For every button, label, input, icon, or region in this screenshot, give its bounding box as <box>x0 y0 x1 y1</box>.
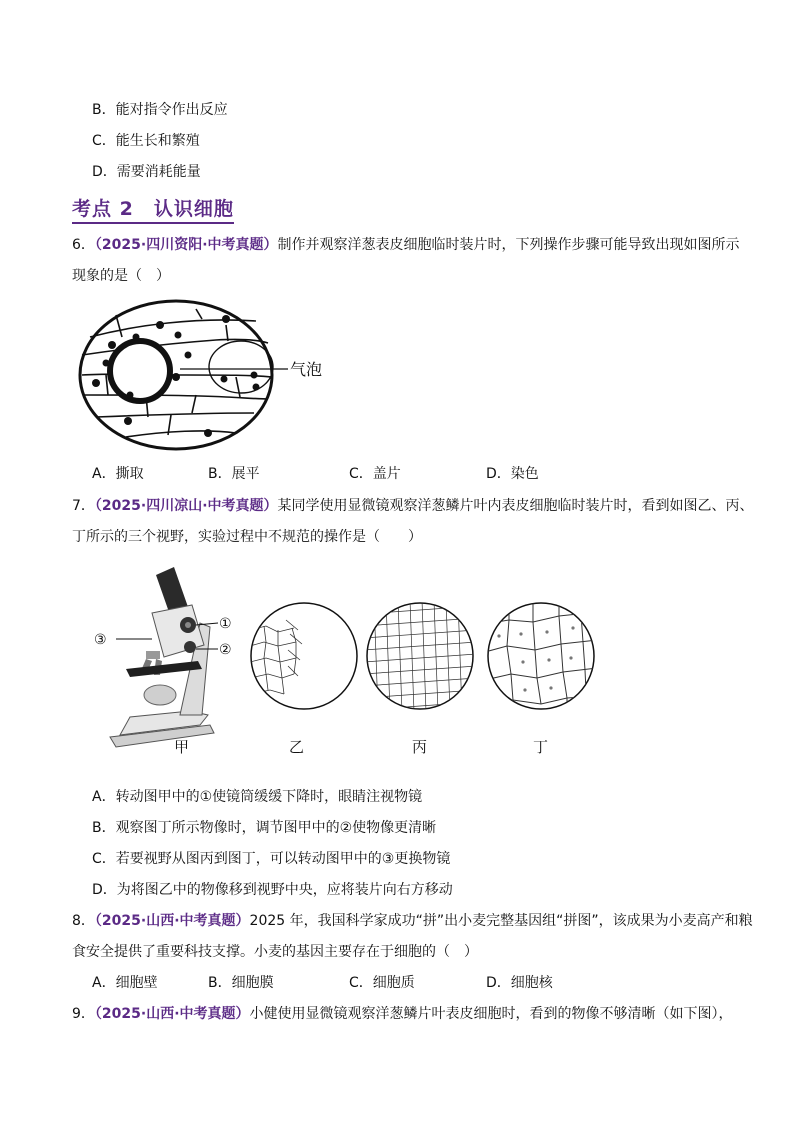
bubble-label: 气泡 <box>290 360 323 379</box>
q7-stem-line2: 丁所示的三个视野，实验过程中不规范的操作是（ ） <box>72 529 422 545</box>
section-heading: 考点 2 认识细胞 <box>72 196 234 224</box>
marker-2: ② <box>219 642 232 658</box>
q5-option-b: B．能对指令作出反应 <box>92 102 228 118</box>
q8-stem-line1 <box>72 911 753 931</box>
q7-view-bing <box>364 600 476 712</box>
q7-option-c: C．若要视野从图丙到图丁，可以转动图甲中的③更换物镜 <box>92 851 451 867</box>
q7-stem-line1 <box>72 496 754 516</box>
q8-option-d: D．细胞核 <box>486 975 553 991</box>
q8-option-a: A．细胞壁 <box>92 975 158 991</box>
q7-option-b: B．观察图丁所示物像时，调节图甲中的②使物像更清晰 <box>92 820 437 836</box>
q6-option-c: C．盖片 <box>349 466 401 482</box>
q9-number: 9． <box>72 1006 95 1022</box>
label-jia: 甲 <box>174 738 190 756</box>
q6-number: 6． <box>72 237 95 253</box>
q5-option-d: D．需要消耗能量 <box>92 164 201 180</box>
q9-stem-line1 <box>72 1004 733 1024</box>
q6-source: （2025·四川资阳·中考真题） <box>94 237 278 253</box>
small-bubble <box>209 341 273 393</box>
marker-3: ③ <box>94 632 107 648</box>
q5-option-c: C．能生长和繁殖 <box>92 133 200 149</box>
q8-option-c: C．细胞质 <box>349 975 415 991</box>
q6-option-d: D．染色 <box>486 466 539 482</box>
q7-source: （2025·四川凉山·中考真题） <box>94 498 278 514</box>
q7-option-a: A．转动图甲中的①使镜筒缓缓下降时，眼睛注视物镜 <box>92 789 423 805</box>
q7-view-yi <box>248 600 360 712</box>
label-bing: 丙 <box>412 738 428 756</box>
q9-source: （2025·山西·中考真题） <box>94 1006 250 1022</box>
q6-option-b: B．展平 <box>208 466 260 482</box>
q8-source: （2025·山西·中考真题） <box>94 913 250 929</box>
marker-1: ① <box>219 616 232 632</box>
q7-microscope-figure <box>90 565 250 760</box>
q7-option-d: D．为将图乙中的物像移到视野中央，应将装片向右方移动 <box>92 882 453 898</box>
q6-text1: 制作并观察洋葱表皮细胞临时装片时，下列操作步骤可能导致出现如图所示 <box>277 237 740 253</box>
q6-stem-line1 <box>72 235 740 255</box>
q6-stem-line2: 现象的是（ ） <box>72 268 170 284</box>
q6-option-a: A．撕取 <box>92 466 144 482</box>
q8-number: 8． <box>72 913 95 929</box>
q6-onion-cell-figure <box>76 295 346 455</box>
q9-text1: 小健使用显微镜观察洋葱鳞片叶表皮细胞时，看到的物像不够清晰（如下图）， <box>249 1006 733 1022</box>
q8-stem-line2: 食安全提供了重要科技支撑。小麦的基因主要存在于细胞的（ ） <box>72 944 478 960</box>
q7-view-ding <box>485 600 597 712</box>
label-ding: 丁 <box>533 738 549 756</box>
q8-option-b: B．细胞膜 <box>208 975 274 991</box>
q8-text1: 2025 年，我国科学家成功“拼”出小麦完整基因组“拼图”，该成果为小麦高产和粮 <box>249 913 753 929</box>
label-yi: 乙 <box>289 738 305 756</box>
q7-text1: 某同学使用显微镜观察洋葱鳞片叶内表皮细胞临时装片时，看到如图乙、丙、 <box>277 498 754 514</box>
q7-number: 7． <box>72 498 95 514</box>
air-bubble <box>110 341 170 401</box>
